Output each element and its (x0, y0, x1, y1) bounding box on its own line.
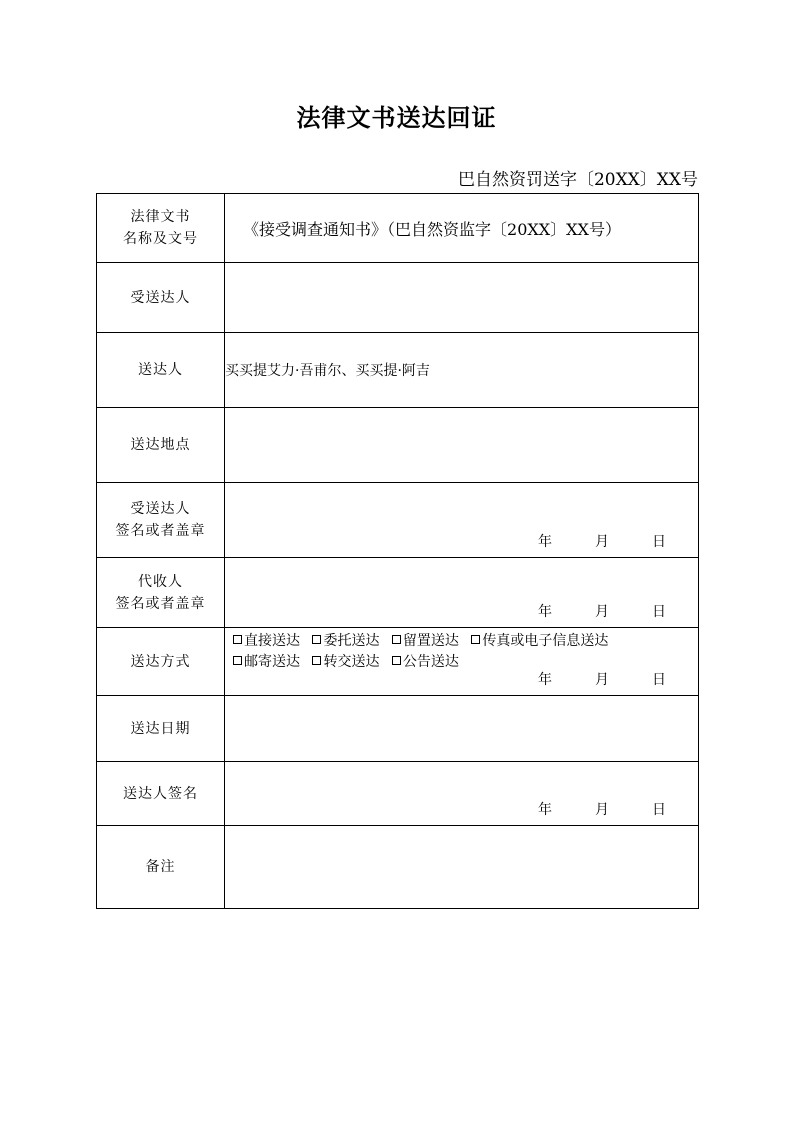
recipient-field[interactable] (225, 263, 699, 333)
method-option-label: 委托送达 (323, 633, 380, 649)
agent-signature-date (538, 601, 709, 621)
sender-signature-date (538, 799, 709, 819)
method-option-label: 邮寄送达 (244, 654, 300, 670)
doc-name-label-line2: 名称及文号 (123, 231, 198, 247)
checkbox-icon[interactable] (312, 635, 321, 644)
delivery-date-field[interactable] (225, 696, 699, 762)
row-recipient-signature (97, 483, 699, 558)
recipient-signature-label (97, 483, 225, 558)
date-year: 年 (538, 802, 552, 818)
date-day: 日 (652, 534, 666, 550)
method-option[interactable] (392, 631, 459, 652)
method-option[interactable] (392, 652, 459, 673)
location-label: 送达地点 (97, 408, 225, 483)
date-year: 年 (538, 604, 552, 620)
agent-signature-label (97, 558, 225, 628)
agent-signature-label-line1: 代收人 (138, 573, 183, 590)
checkbox-icon[interactable] (233, 656, 242, 665)
checkbox-icon[interactable] (471, 635, 480, 644)
doc-name-value: 《接受调查通知书》 (243, 219, 388, 239)
delivery-date-label: 送达日期 (97, 696, 225, 762)
row-location (97, 408, 699, 483)
checkbox-icon[interactable] (392, 656, 401, 665)
row-delivery-date (97, 696, 699, 762)
method-option[interactable] (233, 652, 300, 673)
date-month: 月 (595, 604, 609, 620)
checkbox-icon[interactable] (392, 635, 401, 644)
doc-name-label-line1: 法律文书 (130, 209, 191, 225)
method-option-label: 传真或电子信息送达 (482, 633, 609, 649)
checkbox-icon[interactable] (312, 656, 321, 665)
doc-name-cell[interactable] (225, 194, 699, 263)
notes-label: 备注 (97, 826, 225, 909)
sender-label: 送达人 (97, 333, 225, 408)
method-option-label: 直接送达 (244, 633, 300, 649)
method-option[interactable] (312, 652, 379, 673)
delivery-method-options (233, 631, 616, 673)
row-sender-signature (97, 762, 699, 826)
sender-signature-field[interactable] (225, 762, 699, 826)
sender-signature-label: 送达人签名 (97, 762, 225, 826)
delivery-method-options-row1 (233, 631, 616, 652)
method-option[interactable] (471, 631, 608, 652)
agent-signature-label-line2: 签名或者盖章 (115, 595, 206, 612)
date-day: 日 (652, 672, 666, 688)
date-month: 月 (595, 672, 609, 688)
row-notes (97, 826, 699, 909)
date-month: 月 (595, 802, 609, 818)
row-sender (97, 333, 699, 408)
recipient-signature-date (538, 531, 709, 551)
date-year: 年 (538, 534, 552, 550)
recipient-label: 受送达人 (97, 263, 225, 333)
recipient-signature-label-line2: 签名或者盖章 (115, 523, 206, 539)
checkbox-icon[interactable] (233, 635, 242, 644)
doc-name-label (97, 194, 225, 263)
delivery-method-field (225, 628, 699, 696)
method-option-label: 公告送达 (402, 654, 459, 670)
method-option[interactable] (312, 631, 379, 652)
row-recipient (97, 263, 699, 333)
delivery-receipt-table (96, 193, 699, 909)
sender-field[interactable]: 买买提艾力·吾甫尔、买买提·阿吉 (225, 333, 699, 408)
date-month: 月 (595, 534, 609, 550)
recipient-signature-label-line1: 受送达人 (130, 501, 191, 517)
date-day: 日 (652, 604, 666, 620)
method-option-label: 转交送达 (323, 654, 380, 670)
recipient-signature-field[interactable] (225, 483, 699, 558)
notes-field[interactable] (225, 826, 699, 909)
method-option-label: 留置送达 (402, 633, 459, 649)
document-number: 巴自然资罚送字〔20XX〕XX号 (457, 170, 698, 190)
delivery-method-date (538, 669, 709, 689)
row-agent-signature (97, 558, 699, 628)
page-title: 法律文书送达回证 (296, 104, 497, 132)
delivery-method-label: 送达方式 (97, 628, 225, 696)
doc-name-number: （巴自然资监字〔20XX〕XX号） (387, 219, 621, 239)
date-day: 日 (652, 802, 666, 818)
method-option[interactable] (233, 631, 300, 652)
row-delivery-method (97, 628, 699, 696)
date-year: 年 (538, 672, 552, 688)
location-field[interactable] (225, 408, 699, 483)
agent-signature-field[interactable] (225, 558, 699, 628)
row-doc-name (97, 194, 699, 263)
